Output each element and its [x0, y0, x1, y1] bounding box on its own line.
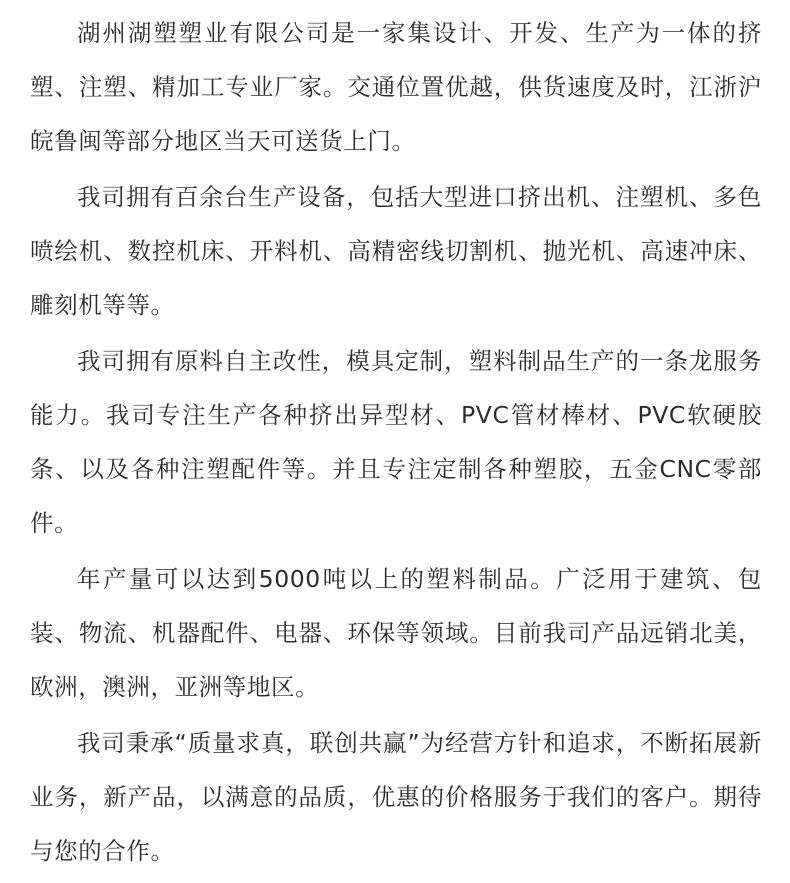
paragraph-company-intro: 湖州湖塑塑业有限公司是一家集设计、开发、生产为一体的挤塑、注塑、精加工专业厂家。交通位置优越，供货速度及时，江浙沪皖鲁闽等部分地区当天可送货上门。 [30, 19, 762, 155]
paragraph-capabilities: 我司拥有原料自主改性，模具定制，塑料制品生产的一条龙服务能力。我司专注生产各种挤出异型材、PVC管材棒材、PVC软硬胶条、以及各种注塑配件等。并且专注定制各种塑胶，五金CNC零部件。 [30, 347, 762, 537]
paragraph-mission: 我司秉承“质量求真，联创共赢”为经营方针和追求，不断拓展新业务，新产品，以满意的品质，优惠的价格服务于我们的客户。期待与您的合作。 [30, 729, 762, 865]
paragraph-production-markets: 年产量可以达到5000吨以上的塑料制品。广泛用于建筑、包装、物流、机器配件、电器、环保等领域。目前我司产品远销北美，欧洲，澳洲，亚洲等地区。 [30, 565, 762, 701]
paragraph-equipment: 我司拥有百余台生产设备，包括大型进口挤出机、注塑机、多色喷绘机、数控机床、开料机、高精密线切割机、抛光机、高速冲床、雕刻机等等。 [30, 183, 762, 319]
